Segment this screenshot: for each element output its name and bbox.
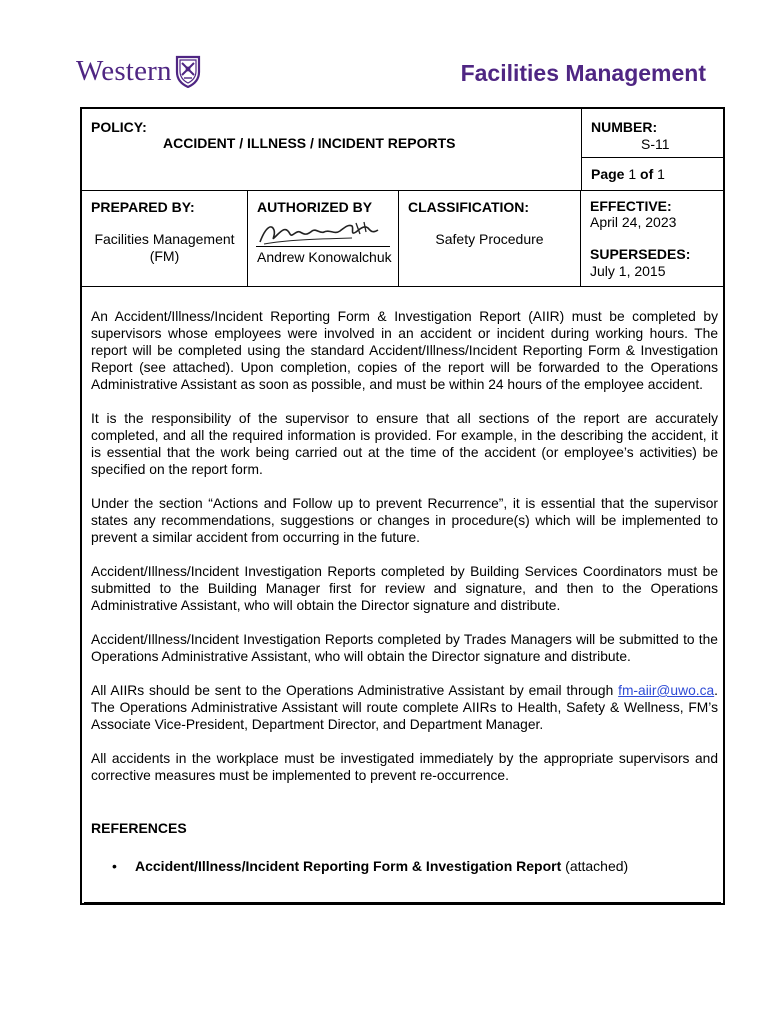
page-total: 1 bbox=[657, 166, 665, 182]
authorized-by-label: AUTHORIZED BY bbox=[257, 199, 373, 215]
reference-item bbox=[91, 858, 718, 875]
paragraph-7: All accidents in the workplace must be investigated immediately by the appropriate supervisors and corrective measures must be implemented to prevent re-occurrence. bbox=[91, 751, 718, 783]
policy-header-row bbox=[82, 109, 723, 191]
number-label: NUMBER: bbox=[591, 119, 658, 135]
policy-title: ACCIDENT / ILLNESS / INCIDENT REPORTS bbox=[163, 135, 456, 151]
paragraph-5: Accident/Illness/Incident Investigation Reports completed by Trades Managers will be submitted to the Operations Administrative Assistant, who will obtain the Director signature and distribute. bbox=[91, 632, 718, 664]
references-heading: REFERENCES bbox=[91, 820, 187, 836]
western-logo bbox=[76, 54, 201, 88]
classification-value: Safety Procedure bbox=[435, 231, 544, 247]
signature-image bbox=[256, 220, 384, 246]
signature-line bbox=[256, 246, 390, 247]
page-label: Page bbox=[591, 166, 625, 182]
paragraph-6-start: All AIIRs should be sent to the Operations Administrative Assistant by email through bbox=[91, 683, 619, 698]
prepared-by-line2: (FM) bbox=[149, 248, 180, 264]
reference-note: (attached) bbox=[561, 858, 629, 874]
number-cell bbox=[581, 109, 724, 190]
page-indicator bbox=[591, 166, 665, 182]
supersedes-label: SUPERSEDES: bbox=[590, 246, 691, 262]
policy-label: POLICY: bbox=[91, 119, 147, 135]
prepared-by-label: PREPARED BY: bbox=[91, 199, 195, 215]
paragraph-6-end: . The Operations Administrative Assistant will route complete AIIRs to Health, Safety & Wellness, FM’s Associate Vice-President, Department Director, and Department Manager. bbox=[91, 683, 718, 732]
classification-cell bbox=[399, 190, 581, 286]
policy-body bbox=[91, 308, 718, 875]
page-header bbox=[0, 0, 770, 105]
department-title: Facilities Management bbox=[460, 60, 706, 86]
supersedes-date: July 1, 2015 bbox=[590, 263, 666, 279]
bullet-icon: • bbox=[112, 858, 117, 874]
references-list bbox=[91, 858, 718, 875]
dates-cell bbox=[581, 190, 723, 286]
authorized-by-cell bbox=[248, 190, 399, 286]
logo-wordmark: Western bbox=[76, 54, 172, 87]
email-link[interactable]: fm-aiir@uwo.ca bbox=[618, 683, 715, 698]
paragraph-2: It is the responsibility of the supervisor to ensure that all sections of the report are accurately completed, and all the required information is provided. For example, in the describing the accident, it is essential that the work being carried out at the time of the accident (or employee’s activities) be specified on the report form. bbox=[91, 411, 718, 477]
number-box bbox=[582, 109, 724, 158]
prepared-by-line1: Facilities Management bbox=[94, 231, 235, 247]
prepared-by-cell bbox=[82, 190, 248, 286]
policy-document bbox=[80, 107, 725, 905]
authorized-by-name: Andrew Konowalchuk bbox=[257, 249, 392, 265]
paragraph-3: Under the section “Actions and Follow up to prevent Recurrence”, it is essential that the supervisor states any recommendations, suggestions or changes in procedure(s) which will be implemented to prevent a similar accident from occurring in the future. bbox=[91, 496, 718, 545]
paragraph-4: Accident/Illness/Incident Investigation Reports completed by Building Services Coordinators must be submitted to the Building Manager first for review and signature, and then to the Operations Administrative Assistant, who will obtain the Director signature and distribute. bbox=[91, 564, 718, 613]
effective-date: April 24, 2023 bbox=[590, 214, 677, 230]
paragraph-6 bbox=[91, 682, 718, 733]
paragraph-1: An Accident/Illness/Incident Reporting Form & Investigation Report (AIIR) must be completed by supervisors whose employees were involved in an accident or incident during working hours. The report will be completed using the standard Accident/Illness/Incident Reporting Form & Investigation Report (see attached). Upon completion, copies of the report will be forwarded to the Operations Administrative Assistant as soon as possible, and must be within 24 hours of the employee accident. bbox=[91, 309, 718, 392]
classification-label: CLASSIFICATION: bbox=[408, 199, 530, 215]
effective-label: EFFECTIVE: bbox=[590, 198, 672, 214]
western-crest-icon bbox=[175, 54, 201, 88]
policy-meta-row bbox=[82, 190, 723, 287]
reference-title: Accident/Illness/Incident Reporting Form & Investigation Report bbox=[135, 858, 562, 874]
prepared-by-value bbox=[82, 231, 247, 265]
policy-number: S-11 bbox=[641, 136, 670, 152]
page-of: of bbox=[640, 166, 654, 182]
page-current: 1 bbox=[628, 166, 637, 182]
